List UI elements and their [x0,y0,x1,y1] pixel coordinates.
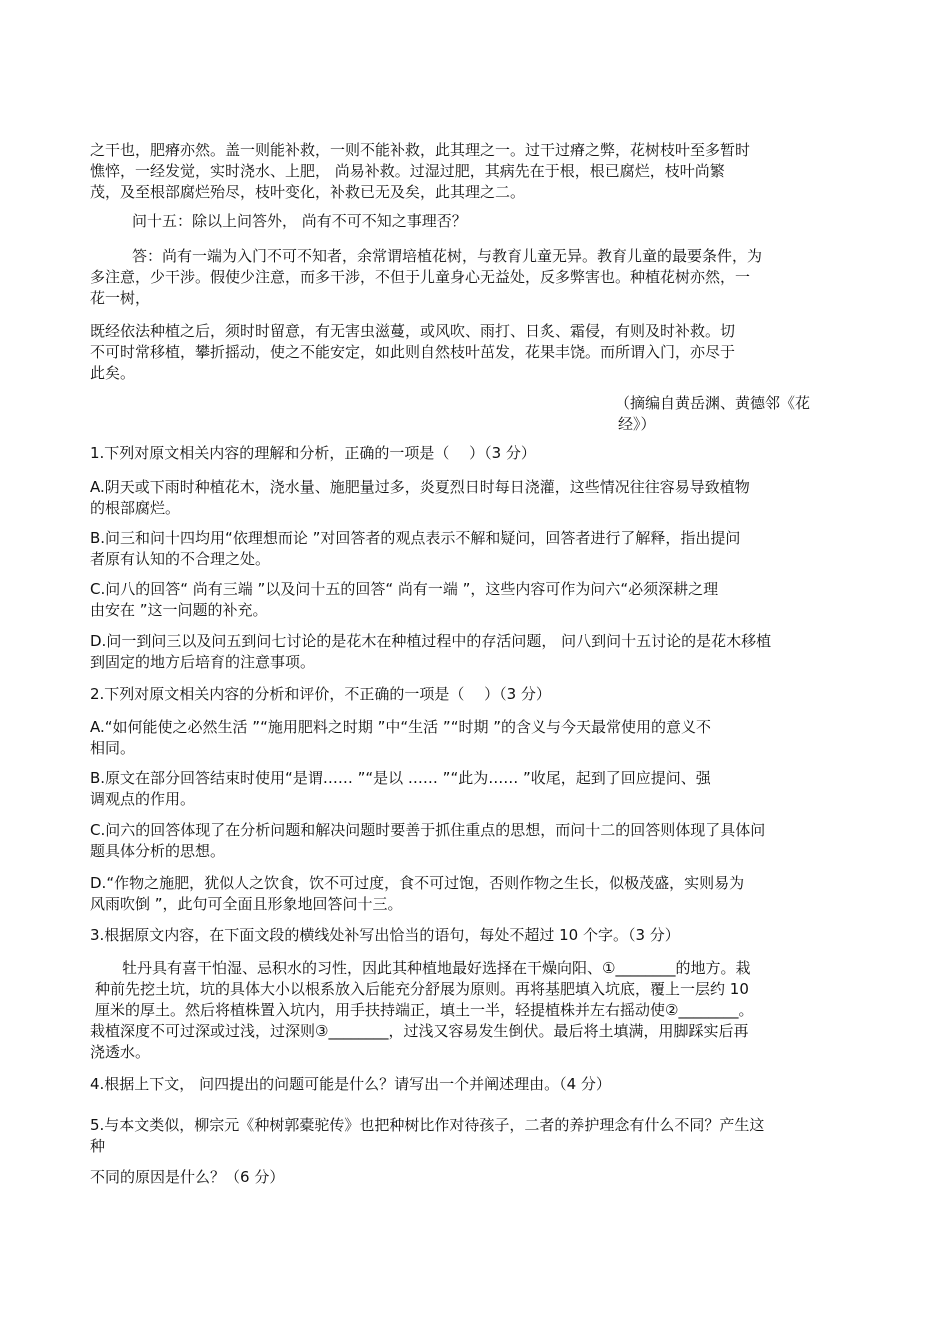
question-2-option-d [90,873,860,915]
text-line: C.问六的回答体现了在分析问题和解决问题时要善于抓住重点的思想，而问十二的回答则体现了具体问 [90,821,766,839]
question-3-stem [90,925,860,946]
question-1-option-d [90,631,860,673]
passage-answer-15 [90,246,860,267]
text-line: 者原有认知的不合理之处。 [90,550,271,568]
text-line: 种 [90,1137,106,1155]
text-line: A.阴天或下雨时种植花木，浇水量、施肥量过多，炎夏烈日时每日浇灌，这些情况往往容易导致植物 [90,478,750,496]
text-line: 的根部腐烂。 [90,499,181,517]
question-1-option-a [90,477,860,519]
text-line: 问十五：除以上问答外， 尚有不可不知之事理否？ [132,212,467,230]
question-2-option-c [90,820,860,862]
text-line: 既经依法种植之后，须时时留意，有无害虫滋蔓，或风吹、雨打、日炙、霜侵，有则及时补救。切 [90,322,736,340]
text-line: （摘编自黄岳渊、黄德邻《花 [615,394,811,412]
question-3-text [90,958,860,979]
text-line: 答：尚有一端为入门不可不知者，余常谓培植花树，与教育儿童无异。教育儿童的最要条件，为 [132,247,763,265]
text-line: 此矣。 [90,364,136,382]
text-line: 3.根据原文内容，在下面文段的横线处补写出恰当的语句，每处不超过 10 个字。（3 分） [90,926,680,944]
text-line: 经》） [618,415,656,433]
text-line: 到固定的地方后培育的注意事项。 [90,653,316,671]
text-line: B.问三和问十四均用“依理想而论 ”对回答者的观点表示不解和疑问，回答者进行了解释，指出提问 [90,529,741,547]
text-line: B.原文在部分回答结束时使用“是谓…… ”“是以 …… ”“此为…… ”收尾，起到了回应提问、强 [90,769,711,787]
text-line: 题具体分析的思想。 [90,842,226,860]
text-line: D.“作物之施肥，犹似人之饮食，饮不可过度，食不可过饱，否则作物之生长，似极茂盛，实则易为 [90,874,745,892]
text-line: 多注意，少干涉。假使少注意，而多干涉，不但于儿童身心无益处，反多弊害也。种植花树亦然，一 [90,268,751,286]
passage-paragraph [90,321,860,384]
question-4-stem [90,1074,860,1095]
passage-question-15 [90,211,860,232]
text-line: 由安在 ”这一问题的补充。 [90,601,268,619]
text-line: 花一树， [90,289,151,307]
question-1-stem [90,443,860,464]
text-line: 栽植深度不可过深或过浅，过深则③________，过浅又容易发生倒伏。最后将土填满，用脚踩实后再 [90,1022,749,1040]
question-3-text-cont [90,1021,860,1063]
text-line: 调观点的作用。 [90,790,196,808]
text-line: 浇透水。 [90,1043,151,1061]
text-line: 风雨吹倒 ”，此句可全面且形象地回答问十三。 [90,895,403,913]
text-line: 1.下列对原文相关内容的理解和分析，正确的一项是（ ）（3 分） [90,444,536,462]
question-2-stem [90,684,860,705]
question-1-option-c [90,579,860,621]
passage-answer-15-cont [90,267,860,309]
question-1-option-b [90,528,860,570]
text-line: 之干也，肥瘠亦然。盖一则能补救，一则不能补救，此其理之一。过干过瘠之弊，花树枝叶至多暂时 [90,141,751,159]
question-2-option-b [90,768,860,810]
text-line: 4.根据上下文， 问四提出的问题可能是什么？请写出一个并阐述理由。（4 分） [90,1075,611,1093]
text-line: 种前先挖土坑，坑的具体大小以根系放入后能充分舒展为原则。再将基肥填入坑底，覆上一层约 10 [95,980,749,998]
text-line: 憔悴，一经发觉，实时浇水、上肥， 尚易补救。过湿过肥，其病先在于根，根已腐烂，枝叶尚繁 [90,162,725,180]
text-line: 相同。 [90,739,136,757]
text-line: C.问八的回答“ 尚有三端 ”以及问十五的回答“ 尚有一端 ”，这些内容可作为问六“必须深耕之理 [90,580,719,598]
text-line: 茂，及至根部腐烂殆尽，枝叶变化，补救已无及矣，此其理之二。 [90,183,526,201]
text-line: 2.下列对原文相关内容的分析和评价，不正确的一项是（ ）（3 分） [90,685,551,703]
text-line: A.“如何能使之必然生活 ”“施用肥料之时期 ”中“生活 ”“时期 ”的含义与今天最常使用的意义不 [90,718,712,736]
question-2-option-a [90,717,860,759]
passage-paragraph [90,140,860,203]
text-line: 牡丹具有喜干怕湿、忌积水的习性，因此其种植地最好选择在干燥向阳、①________的地方。栽 [122,959,751,977]
text-line: D.问一到问三以及问五到问七讨论的是花木在种植过程中的存活问题， 问八到问十五讨论的是花木移植 [90,632,772,650]
passage-source [615,393,835,435]
text-line: 5.与本文类似，柳宗元《种树郭橐驼传》也把种树比作对待孩子，二者的养护理念有什么不同？产生这 [90,1116,765,1134]
question-5-stem-cont [90,1167,860,1188]
question-3-text-cont [90,979,860,1021]
text-line: 不可时常移植，攀折摇动，使之不能安定，如此则自然枝叶茁发，花果丰饶。而所谓入门，亦尽于 [90,343,736,361]
text-line: 不同的原因是什么？（6 分） [90,1168,285,1186]
text-line: 厘米的厚土。然后将植株置入坑内，用手扶持端正，填土一半，轻提植株并左右摇动使②________。 [95,1001,754,1019]
question-5-stem [90,1115,860,1157]
